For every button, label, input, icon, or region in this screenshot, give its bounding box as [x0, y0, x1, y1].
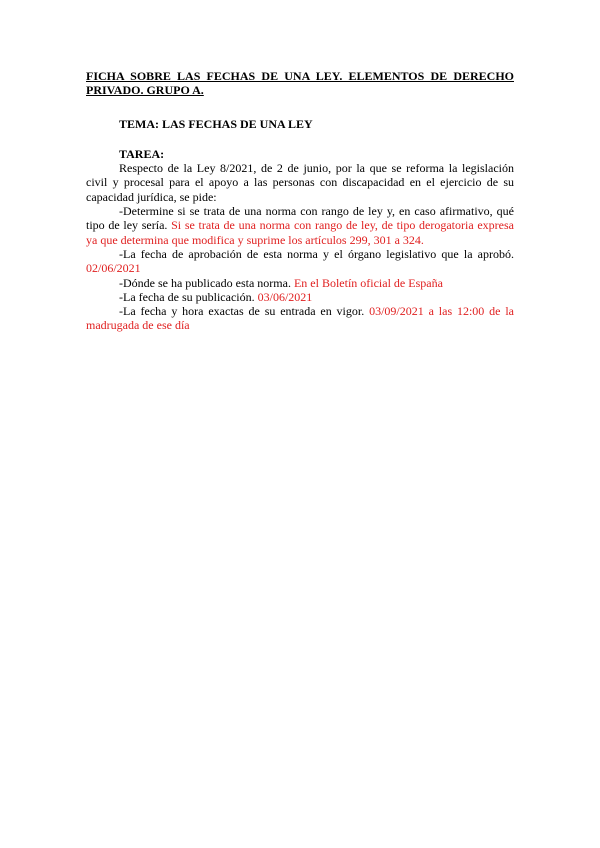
question-text: -Determine si se trata de una norma con rango de ley y, en caso afirmativo, qué tipo de ley sería.	[86, 204, 514, 233]
document-heading: FICHA SOBRE LAS FECHAS DE UNA LEY. ELEMENTOS DE DERECHO PRIVADO. GRUPO A.	[86, 69, 514, 98]
answer-text: 03/09/2021 a las 12:00 de la madrugada de ese día	[86, 304, 514, 333]
document-page	[86, 69, 514, 333]
topic-title: TEMA: LAS FECHAS DE UNA LEY	[119, 116, 313, 131]
question-text: -La fecha y hora exactas de su entrada en vigor.	[119, 304, 365, 319]
question-item	[86, 304, 514, 333]
answer-text: 03/06/2021	[257, 289, 313, 304]
answer-text: En el Boletín oficial de España	[293, 275, 443, 290]
answer-text: 02/06/2021	[86, 261, 141, 276]
question-text: -La fecha de aprobación de esta norma y el órgano legislativo que la aprobó.	[119, 246, 514, 261]
question-text: -Dónde se ha publicado esta norma.	[119, 275, 291, 290]
question-item	[86, 204, 514, 247]
answer-text: Si se trata de una norma con rango de ley, de tipo derogatoria expresa ya que determina que modifica y suprime los artículos 299, 301 a 324.	[86, 218, 515, 247]
question-item	[86, 290, 514, 304]
question-item	[86, 247, 514, 276]
question-item	[86, 276, 514, 290]
task-intro: Respecto de la Ley 8/2021, de 2 de junio, por la que se reforma la legislación civil y procesal para el apoyo a las personas con discapacidad en el ejercicio de su capacidad jurídica, se pide:	[86, 161, 514, 204]
task-label: TAREA:	[119, 146, 165, 161]
question-text: -La fecha de su publicación.	[119, 289, 255, 304]
